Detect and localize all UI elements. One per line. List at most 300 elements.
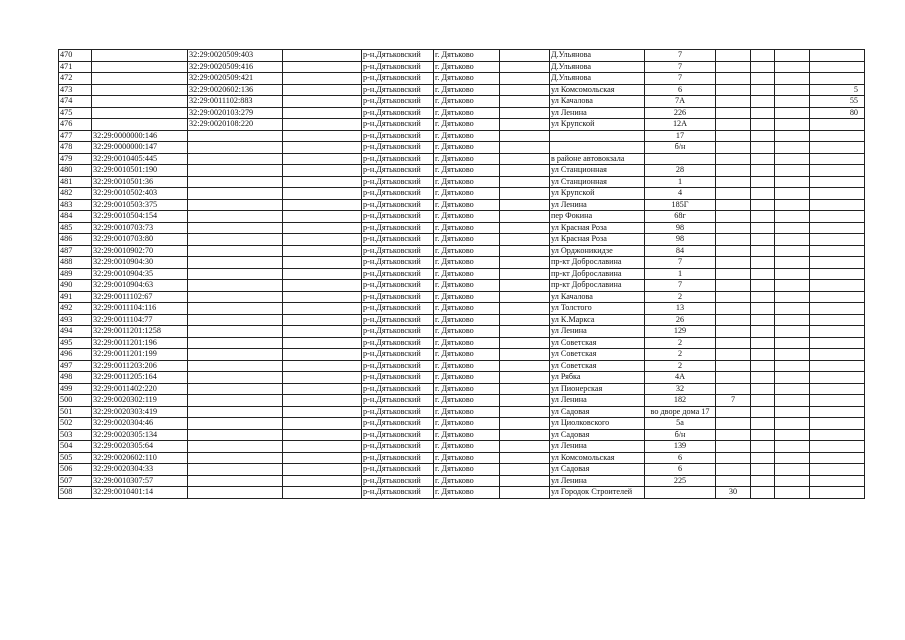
- empty-cell: [775, 395, 810, 407]
- empty-cell: [283, 73, 362, 85]
- cadastral-number-alt-cell: 32:29:0011102:883: [188, 96, 283, 108]
- extra-number-cell: [716, 441, 751, 453]
- empty-cell: [775, 96, 810, 108]
- row-number-cell: 470: [59, 50, 92, 62]
- empty-cell: [500, 383, 550, 395]
- row-number-cell: 486: [59, 234, 92, 246]
- empty-cell: [775, 406, 810, 418]
- empty-cell: [775, 475, 810, 487]
- value-cell: [810, 211, 865, 223]
- city-cell: г. Дятьково: [434, 406, 500, 418]
- street-cell: ул Качалова: [550, 291, 645, 303]
- cadastral-number-cell: 32:29:0010904:35: [92, 268, 188, 280]
- empty-cell: [283, 107, 362, 119]
- empty-cell: [775, 429, 810, 441]
- value-cell: 55: [810, 96, 865, 108]
- row-number-cell: 495: [59, 337, 92, 349]
- row-number-cell: 504: [59, 441, 92, 453]
- registry-table-body: [59, 50, 865, 499]
- house-number-cell: 7А: [645, 96, 716, 108]
- value-cell: [810, 73, 865, 85]
- cadastral-number-cell: 32:29:0020305:134: [92, 429, 188, 441]
- house-number-cell: 2: [645, 337, 716, 349]
- city-cell: г. Дятьково: [434, 475, 500, 487]
- cadastral-number-alt-cell: [188, 360, 283, 372]
- extra-number-cell: [716, 245, 751, 257]
- value-cell: [810, 314, 865, 326]
- street-cell: ул Пионерская: [550, 383, 645, 395]
- house-number-cell: [645, 153, 716, 165]
- extra-number-cell: [716, 165, 751, 177]
- city-cell: г. Дятьково: [434, 234, 500, 246]
- row-number-cell: 497: [59, 360, 92, 372]
- street-cell: ул Станционная: [550, 165, 645, 177]
- city-cell: г. Дятьково: [434, 142, 500, 154]
- value-cell: [810, 280, 865, 292]
- empty-cell: [283, 395, 362, 407]
- table-row: [59, 199, 865, 211]
- empty-cell: [775, 50, 810, 62]
- empty-cell: [751, 84, 775, 96]
- extra-number-cell: [716, 280, 751, 292]
- row-number-cell: 506: [59, 464, 92, 476]
- house-number-cell: 68г: [645, 211, 716, 223]
- cadastral-number-alt-cell: 32:29:0020509:421: [188, 73, 283, 85]
- city-cell: г. Дятьково: [434, 395, 500, 407]
- table-row: [59, 395, 865, 407]
- district-cell: р-н.Дятьковский: [362, 165, 434, 177]
- cadastral-number-alt-cell: [188, 395, 283, 407]
- extra-number-cell: [716, 349, 751, 361]
- row-number-cell: 480: [59, 165, 92, 177]
- house-number-cell: 32: [645, 383, 716, 395]
- row-number-cell: 482: [59, 188, 92, 200]
- city-cell: г. Дятьково: [434, 349, 500, 361]
- extra-number-cell: [716, 291, 751, 303]
- table-row: [59, 107, 865, 119]
- house-number-cell: б/н: [645, 429, 716, 441]
- house-number-cell: 2: [645, 291, 716, 303]
- value-cell: [810, 50, 865, 62]
- empty-cell: [775, 349, 810, 361]
- city-cell: г. Дятьково: [434, 107, 500, 119]
- street-cell: ул Ленина: [550, 395, 645, 407]
- cadastral-number-cell: 32:29:0020302:119: [92, 395, 188, 407]
- cadastral-number-alt-cell: [188, 142, 283, 154]
- district-cell: р-н.Дятьковский: [362, 188, 434, 200]
- extra-number-cell: [716, 475, 751, 487]
- cadastral-number-alt-cell: [188, 153, 283, 165]
- value-cell: [810, 395, 865, 407]
- cadastral-number-cell: 32:29:0011102:67: [92, 291, 188, 303]
- table-row: [59, 130, 865, 142]
- row-number-cell: 491: [59, 291, 92, 303]
- empty-cell: [283, 291, 362, 303]
- empty-cell: [751, 142, 775, 154]
- city-cell: г. Дятьково: [434, 418, 500, 430]
- table-row: [59, 303, 865, 315]
- city-cell: г. Дятьково: [434, 314, 500, 326]
- city-cell: г. Дятьково: [434, 199, 500, 211]
- empty-cell: [775, 222, 810, 234]
- empty-cell: [751, 165, 775, 177]
- cadastral-number-cell: 32:29:0010307:57: [92, 475, 188, 487]
- house-number-cell: 4: [645, 188, 716, 200]
- empty-cell: [283, 487, 362, 499]
- empty-cell: [283, 211, 362, 223]
- house-number-cell: 6: [645, 464, 716, 476]
- empty-cell: [775, 142, 810, 154]
- cadastral-number-alt-cell: [188, 372, 283, 384]
- row-number-cell: 494: [59, 326, 92, 338]
- city-cell: г. Дятьково: [434, 464, 500, 476]
- house-number-cell: 12А: [645, 119, 716, 131]
- value-cell: [810, 406, 865, 418]
- house-number-cell: 7: [645, 280, 716, 292]
- empty-cell: [500, 73, 550, 85]
- empty-cell: [500, 84, 550, 96]
- city-cell: г. Дятьково: [434, 372, 500, 384]
- empty-cell: [775, 153, 810, 165]
- table-row: [59, 360, 865, 372]
- empty-cell: [283, 188, 362, 200]
- empty-cell: [500, 475, 550, 487]
- empty-cell: [283, 372, 362, 384]
- empty-cell: [283, 176, 362, 188]
- empty-cell: [500, 153, 550, 165]
- street-cell: ул Садовая: [550, 464, 645, 476]
- empty-cell: [751, 222, 775, 234]
- table-row: [59, 314, 865, 326]
- house-number-cell: во дворе дома 17: [645, 406, 716, 418]
- row-number-cell: 492: [59, 303, 92, 315]
- street-cell: ул Орджоникидзе: [550, 245, 645, 257]
- empty-cell: [500, 429, 550, 441]
- empty-cell: [775, 119, 810, 131]
- empty-cell: [751, 395, 775, 407]
- cadastral-number-alt-cell: 32:29:0020509:403: [188, 50, 283, 62]
- cadastral-number-alt-cell: [188, 222, 283, 234]
- table-row: [59, 119, 865, 131]
- table-row: [59, 96, 865, 108]
- cadastral-number-alt-cell: [188, 383, 283, 395]
- value-cell: [810, 326, 865, 338]
- table-row: [59, 153, 865, 165]
- extra-number-cell: [716, 383, 751, 395]
- empty-cell: [500, 107, 550, 119]
- cadastral-number-alt-cell: [188, 326, 283, 338]
- extra-number-cell: [716, 464, 751, 476]
- table-row: [59, 337, 865, 349]
- empty-cell: [500, 257, 550, 269]
- cadastral-number-alt-cell: [188, 245, 283, 257]
- row-number-cell: 474: [59, 96, 92, 108]
- house-number-cell: 5а: [645, 418, 716, 430]
- cadastral-number-cell: 32:29:0020304:46: [92, 418, 188, 430]
- empty-cell: [283, 349, 362, 361]
- row-number-cell: 507: [59, 475, 92, 487]
- cadastral-number-alt-cell: [188, 349, 283, 361]
- empty-cell: [751, 406, 775, 418]
- house-number-cell: б/н: [645, 142, 716, 154]
- street-cell: ул Толстого: [550, 303, 645, 315]
- city-cell: г. Дятьково: [434, 303, 500, 315]
- empty-cell: [751, 418, 775, 430]
- district-cell: р-н.Дятьковский: [362, 211, 434, 223]
- table-row: [59, 406, 865, 418]
- empty-cell: [751, 326, 775, 338]
- empty-cell: [283, 418, 362, 430]
- house-number-cell: 7: [645, 257, 716, 269]
- empty-cell: [751, 257, 775, 269]
- empty-cell: [751, 314, 775, 326]
- empty-cell: [775, 452, 810, 464]
- empty-cell: [775, 73, 810, 85]
- value-cell: [810, 487, 865, 499]
- street-cell: Д.Ульянова: [550, 61, 645, 73]
- cadastral-number-cell: 32:29:0010504:154: [92, 211, 188, 223]
- empty-cell: [283, 464, 362, 476]
- empty-cell: [500, 280, 550, 292]
- empty-cell: [751, 337, 775, 349]
- empty-cell: [775, 199, 810, 211]
- district-cell: р-н.Дятьковский: [362, 406, 434, 418]
- empty-cell: [500, 360, 550, 372]
- street-cell: пр-кт Доброславина: [550, 280, 645, 292]
- empty-cell: [751, 73, 775, 85]
- house-number-cell: [645, 487, 716, 499]
- cadastral-number-cell: 32:29:0000000:146: [92, 130, 188, 142]
- empty-cell: [751, 130, 775, 142]
- empty-cell: [775, 441, 810, 453]
- cadastral-number-cell: 32:29:0010502:403: [92, 188, 188, 200]
- extra-number-cell: [716, 303, 751, 315]
- empty-cell: [500, 314, 550, 326]
- value-cell: [810, 303, 865, 315]
- empty-cell: [500, 234, 550, 246]
- district-cell: р-н.Дятьковский: [362, 475, 434, 487]
- city-cell: г. Дятьково: [434, 429, 500, 441]
- empty-cell: [500, 211, 550, 223]
- empty-cell: [500, 142, 550, 154]
- cadastral-number-alt-cell: [188, 211, 283, 223]
- empty-cell: [283, 383, 362, 395]
- cadastral-number-cell: 32:29:0011104:116: [92, 303, 188, 315]
- empty-cell: [283, 245, 362, 257]
- cadastral-number-alt-cell: [188, 475, 283, 487]
- cadastral-number-cell: 32:29:0011205:164: [92, 372, 188, 384]
- house-number-cell: 1: [645, 176, 716, 188]
- row-number-cell: 502: [59, 418, 92, 430]
- empty-cell: [775, 130, 810, 142]
- extra-number-cell: [716, 142, 751, 154]
- empty-cell: [500, 61, 550, 73]
- empty-cell: [775, 303, 810, 315]
- cadastral-number-cell: 32:29:0010904:30: [92, 257, 188, 269]
- empty-cell: [500, 372, 550, 384]
- empty-cell: [751, 234, 775, 246]
- table-row: [59, 165, 865, 177]
- house-number-cell: 17: [645, 130, 716, 142]
- city-cell: г. Дятьково: [434, 360, 500, 372]
- house-number-cell: 26: [645, 314, 716, 326]
- extra-number-cell: [716, 119, 751, 131]
- value-cell: [810, 153, 865, 165]
- row-number-cell: 471: [59, 61, 92, 73]
- city-cell: г. Дятьково: [434, 61, 500, 73]
- cadastral-number-cell: 32:29:0000000:147: [92, 142, 188, 154]
- cadastral-number-alt-cell: [188, 452, 283, 464]
- table-row: [59, 73, 865, 85]
- extra-number-cell: [716, 84, 751, 96]
- house-number-cell: 28: [645, 165, 716, 177]
- empty-cell: [283, 119, 362, 131]
- cadastral-number-cell: 32:29:0010501:36: [92, 176, 188, 188]
- city-cell: г. Дятьково: [434, 211, 500, 223]
- empty-cell: [751, 61, 775, 73]
- cadastral-number-cell: 32:29:0010501:190: [92, 165, 188, 177]
- house-number-cell: 6: [645, 452, 716, 464]
- row-number-cell: 485: [59, 222, 92, 234]
- value-cell: [810, 475, 865, 487]
- row-number-cell: 489: [59, 268, 92, 280]
- table-row: [59, 176, 865, 188]
- cadastral-number-alt-cell: [188, 429, 283, 441]
- extra-number-cell: [716, 222, 751, 234]
- street-cell: Д.Ульянова: [550, 73, 645, 85]
- empty-cell: [500, 222, 550, 234]
- empty-cell: [500, 96, 550, 108]
- street-cell: ул Садовая: [550, 429, 645, 441]
- empty-cell: [775, 188, 810, 200]
- district-cell: р-н.Дятьковский: [362, 418, 434, 430]
- empty-cell: [500, 464, 550, 476]
- district-cell: р-н.Дятьковский: [362, 199, 434, 211]
- cadastral-number-alt-cell: [188, 487, 283, 499]
- street-cell: [550, 130, 645, 142]
- street-cell: ул Советская: [550, 349, 645, 361]
- extra-number-cell: [716, 107, 751, 119]
- cadastral-number-cell: 32:29:0011104:77: [92, 314, 188, 326]
- empty-cell: [500, 165, 550, 177]
- street-cell: ул Советская: [550, 337, 645, 349]
- cadastral-number-cell: 32:29:0010902:70: [92, 245, 188, 257]
- cadastral-number-alt-cell: [188, 130, 283, 142]
- value-cell: [810, 234, 865, 246]
- cadastral-number-alt-cell: [188, 291, 283, 303]
- district-cell: р-н.Дятьковский: [362, 441, 434, 453]
- empty-cell: [775, 383, 810, 395]
- extra-number-cell: [716, 176, 751, 188]
- cadastral-number-cell: 32:29:0010401:14: [92, 487, 188, 499]
- cadastral-number-cell: 32:29:0020303:419: [92, 406, 188, 418]
- district-cell: р-н.Дятьковский: [362, 153, 434, 165]
- street-cell: ул Циолковского: [550, 418, 645, 430]
- street-cell: ул Крупской: [550, 119, 645, 131]
- house-number-cell: 1: [645, 268, 716, 280]
- extra-number-cell: [716, 268, 751, 280]
- house-number-cell: 6: [645, 84, 716, 96]
- table-row: [59, 291, 865, 303]
- empty-cell: [283, 303, 362, 315]
- table-row: [59, 142, 865, 154]
- street-cell: ул Ленина: [550, 326, 645, 338]
- empty-cell: [751, 280, 775, 292]
- cadastral-number-cell: [92, 119, 188, 131]
- extra-number-cell: [716, 452, 751, 464]
- value-cell: [810, 130, 865, 142]
- city-cell: г. Дятьково: [434, 153, 500, 165]
- row-number-cell: 484: [59, 211, 92, 223]
- district-cell: р-н.Дятьковский: [362, 84, 434, 96]
- cadastral-number-alt-cell: [188, 441, 283, 453]
- cadastral-number-alt-cell: 32:29:0020509:416: [188, 61, 283, 73]
- row-number-cell: 483: [59, 199, 92, 211]
- empty-cell: [283, 257, 362, 269]
- empty-cell: [775, 165, 810, 177]
- extra-number-cell: [716, 418, 751, 430]
- house-number-cell: 98: [645, 234, 716, 246]
- extra-number-cell: [716, 326, 751, 338]
- table-row: [59, 257, 865, 269]
- row-number-cell: 498: [59, 372, 92, 384]
- empty-cell: [283, 429, 362, 441]
- city-cell: г. Дятьково: [434, 84, 500, 96]
- empty-cell: [775, 418, 810, 430]
- value-cell: [810, 257, 865, 269]
- city-cell: г. Дятьково: [434, 452, 500, 464]
- value-cell: [810, 61, 865, 73]
- empty-cell: [500, 406, 550, 418]
- street-cell: ул Ленина: [550, 107, 645, 119]
- extra-number-cell: [716, 199, 751, 211]
- table-row: [59, 234, 865, 246]
- empty-cell: [751, 176, 775, 188]
- empty-cell: [751, 153, 775, 165]
- district-cell: р-н.Дятьковский: [362, 142, 434, 154]
- cadastral-number-alt-cell: [188, 314, 283, 326]
- empty-cell: [500, 176, 550, 188]
- cadastral-number-alt-cell: 32:29:0020108:220: [188, 119, 283, 131]
- table-row: [59, 487, 865, 499]
- row-number-cell: 475: [59, 107, 92, 119]
- city-cell: г. Дятьково: [434, 119, 500, 131]
- extra-number-cell: [716, 257, 751, 269]
- district-cell: р-н.Дятьковский: [362, 337, 434, 349]
- row-number-cell: 508: [59, 487, 92, 499]
- row-number-cell: 501: [59, 406, 92, 418]
- house-number-cell: 7: [645, 61, 716, 73]
- district-cell: р-н.Дятьковский: [362, 395, 434, 407]
- value-cell: [810, 441, 865, 453]
- street-cell: ул Городок Строителей: [550, 487, 645, 499]
- extra-number-cell: [716, 130, 751, 142]
- empty-cell: [751, 487, 775, 499]
- cadastral-number-alt-cell: [188, 268, 283, 280]
- empty-cell: [283, 441, 362, 453]
- district-cell: р-н.Дятьковский: [362, 73, 434, 85]
- table-row: [59, 280, 865, 292]
- cadastral-number-cell: 32:29:0020602:110: [92, 452, 188, 464]
- row-number-cell: 496: [59, 349, 92, 361]
- value-cell: [810, 360, 865, 372]
- street-cell: ул К.Маркса: [550, 314, 645, 326]
- row-number-cell: 479: [59, 153, 92, 165]
- empty-cell: [500, 50, 550, 62]
- house-number-cell: 2: [645, 349, 716, 361]
- extra-number-cell: [716, 188, 751, 200]
- empty-cell: [500, 268, 550, 280]
